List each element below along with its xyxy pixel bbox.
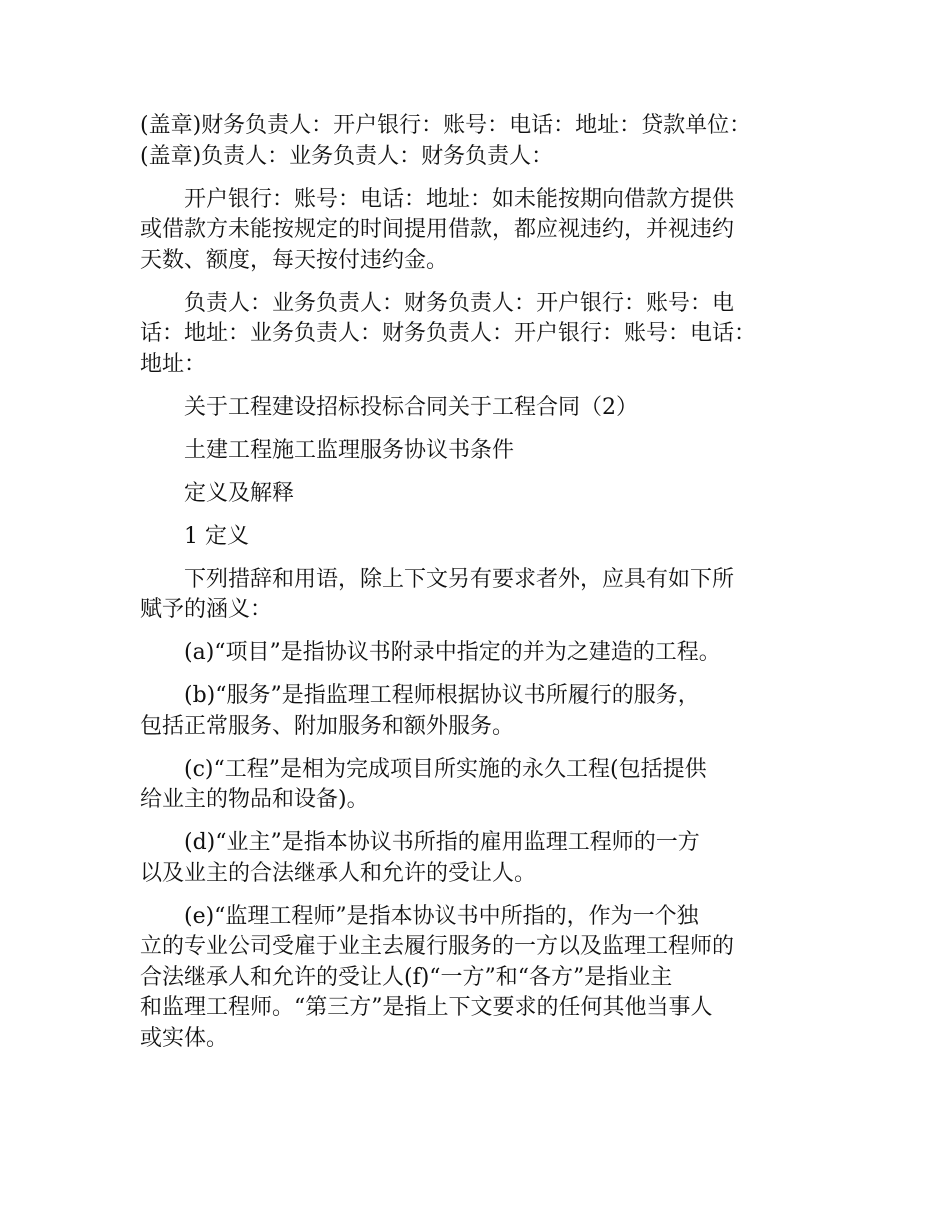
text-line: 负责人：业务负责人：财务负责人：开户银行：账号：电 bbox=[184, 290, 735, 316]
text-line: 包括正常服务、附加服务和额外服务。 bbox=[140, 713, 515, 739]
text-line: (a)“项目”是指协议书附录中指定的并为之建造的工程。 bbox=[184, 640, 721, 665]
text-line: 赋予的涵义： bbox=[140, 597, 273, 622]
text-line: 1 定义 bbox=[184, 523, 249, 549]
text-line: 给业主的物品和设备)。 bbox=[140, 787, 369, 812]
text-line: (b)“服务”是指监理工程师根据协议书所履行的服务， bbox=[184, 683, 700, 708]
document-subheading bbox=[140, 436, 812, 467]
text-line: 定义及解释 bbox=[184, 480, 295, 506]
text-line: (盖章)负责人：业务负责人：财务负责人： bbox=[140, 143, 554, 169]
text-line: 下列措辞和用语，除上下文另有要求者外，应具有如下所 bbox=[184, 566, 735, 592]
text-line: 关于工程建设招标投标合同关于工程合同（2） bbox=[184, 394, 638, 420]
text-line: 以及业主的合法继承人和允许的受让人。 bbox=[140, 860, 537, 886]
text-line: 土建工程施工监理服务协议书条件 bbox=[184, 437, 515, 463]
text-line: 和监理工程师。“第三方”是指上下文要求的任何其他当事人 bbox=[140, 995, 713, 1020]
text-line: 地址： bbox=[140, 351, 207, 377]
text-line: 开户银行：账号：电话：地址：如未能按期向借款方提供 bbox=[184, 186, 735, 212]
document-page bbox=[140, 111, 812, 1067]
definition-item-a bbox=[140, 638, 812, 669]
definition-item-e bbox=[140, 902, 812, 1055]
text-line: (d)“业主”是指本协议书所指的雇用监理工程师的一方 bbox=[184, 830, 700, 855]
text-line: 话：地址：业务负责人：财务负责人：开户银行：账号：电话： bbox=[140, 321, 757, 346]
definition-item-c bbox=[140, 755, 812, 816]
text-line: (c)“工程”是相为完成项目所实施的永久工程(包括提供 bbox=[184, 756, 707, 782]
text-line: (盖章)财务负责人：开户银行：账号：电话：地址：贷款单位： bbox=[140, 113, 752, 138]
paragraph-definitions-intro bbox=[140, 565, 812, 626]
section-title bbox=[140, 479, 812, 510]
text-line: 或实体。 bbox=[140, 1025, 229, 1051]
text-line: 或借款方未能按规定的时间提用借款，都应视违约，并视违约 bbox=[140, 217, 735, 242]
definition-item-d bbox=[140, 828, 812, 889]
text-line: (e)“监理工程师”是指本协议书中所指的，作为一个独 bbox=[184, 903, 699, 929]
text-line: 合法继承人和允许的受让人(f)“一方”和“各方”是指业主 bbox=[140, 964, 673, 990]
text-line: 立的专业公司受雇于业主去履行服务的一方以及监理工程师的 bbox=[140, 934, 735, 959]
paragraph-signature-block-3 bbox=[140, 289, 812, 381]
paragraph-signature-block-1 bbox=[140, 111, 812, 172]
document-heading bbox=[140, 393, 812, 424]
text-line: 天数、额度，每天按付违约金。 bbox=[140, 247, 449, 273]
clause-title bbox=[140, 522, 812, 553]
paragraph-signature-block-2 bbox=[140, 185, 812, 277]
definition-item-b bbox=[140, 681, 812, 742]
